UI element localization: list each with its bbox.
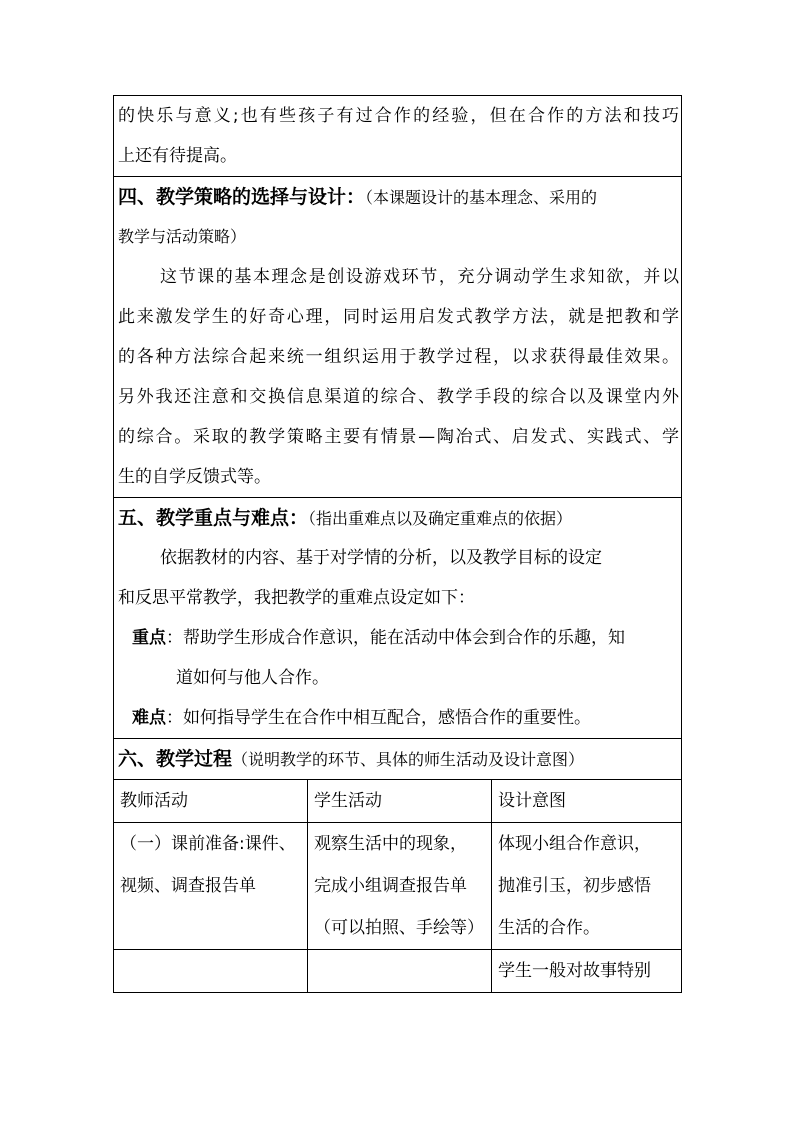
key-point-line [118,618,679,658]
cell-line: 视频、调查报告单 [120,876,256,896]
section-heading-line [118,498,679,538]
section-note: 教学与活动策略） [118,227,247,246]
paragraph-line: 另外我还注意和交换信息渠道的综合、教学手段的综合以及课堂内外 [118,387,679,407]
paragraph-line: 的综合。采取的教学策略主要有情景—陶冶式、启发式、实践式、学 [118,427,679,447]
key-point-line: 道如何与他人合作。 [176,668,329,688]
cell-line: 观察生活中的现象， [314,834,467,854]
text-line: 的快乐与意义;也有些孩子有过合作的经验，但在合作的方法和技巧 [118,106,679,126]
section-teaching-strategy [114,177,682,498]
cell-line: 学生一般对故事特别 [498,961,651,981]
cell-line [120,950,304,992]
design-intent-cell [492,823,682,950]
section-heading-line [118,177,679,217]
section-heading: 五、教学重点与难点： [118,507,309,529]
student-activity-cell [308,950,492,993]
lesson-plan-table [113,95,682,993]
section-note: （说明教学的环节、具体的师生活动及设计意图） [232,750,585,769]
lesson-plan-document [113,95,681,993]
paragraph-line: 此来激发学生的好奇心理，同时运用启发式教学方法，就是把教和学 [118,307,679,327]
difficult-point-text: ：如何指导学生在合作中相互配合，感悟合作的重要性。 [166,708,591,728]
paragraph-line: 生的自学反馈式等。 [118,467,271,487]
cell-line [314,950,488,992]
paragraph-line: 的各种方法综合起来统一组织运用于教学过程，以求获得最佳效果。 [118,347,679,367]
text-line: 上还有待提高。 [118,146,237,166]
table-row [114,823,682,950]
section-learner-analysis-continued [114,96,682,177]
table-header-row [114,780,682,823]
cell-line: （一）课前准备:课件、 [120,834,296,854]
teacher-activity-cell [114,950,308,993]
cell-line: 抛准引玉，初步感悟 [498,876,651,896]
design-intent-cell [492,950,682,993]
teacher-activity-cell [114,823,308,950]
cell-line: 生活的合作。 [498,918,600,938]
cell-line: 体现小组合作意识， [498,834,651,854]
paragraph-line: 这节课的基本理念是创设游戏环节，充分调动学生求知欲，并以 [160,267,679,287]
section-note: （指出重难点以及确定重难点的依据） [308,509,573,528]
table-row [114,950,682,993]
section-note: （本课题设计的基本理念、采用的 [365,188,598,207]
key-point-label: 重点 [132,628,166,648]
cell-line: 完成小组调查报告单 [314,876,467,896]
column-header-teacher: 教师活动 [120,791,188,811]
section-teaching-process [114,739,682,780]
difficult-point-line [118,698,679,738]
section-heading-line [118,739,679,779]
section-key-difficult-points [114,498,682,739]
paragraph-line: 依据教材的内容、基于对学情的分析，以及教学目标的设定 [160,548,602,568]
key-point-text: ：帮助学生形成合作意识，能在活动中体会到合作的乐趣，知 [166,628,625,648]
difficult-point-label: 难点 [132,708,166,728]
section-heading: 六、教学过程 [118,748,233,770]
section-heading: 四、教学策略的选择与设计： [118,186,366,208]
cell-line: （可以拍照、手绘等） [314,918,484,938]
column-header-intent: 设计意图 [498,791,566,811]
paragraph-line: 和反思平常教学，我把教学的重难点设定如下： [118,588,475,608]
column-header-student: 学生活动 [314,791,382,811]
student-activity-cell [308,823,492,950]
